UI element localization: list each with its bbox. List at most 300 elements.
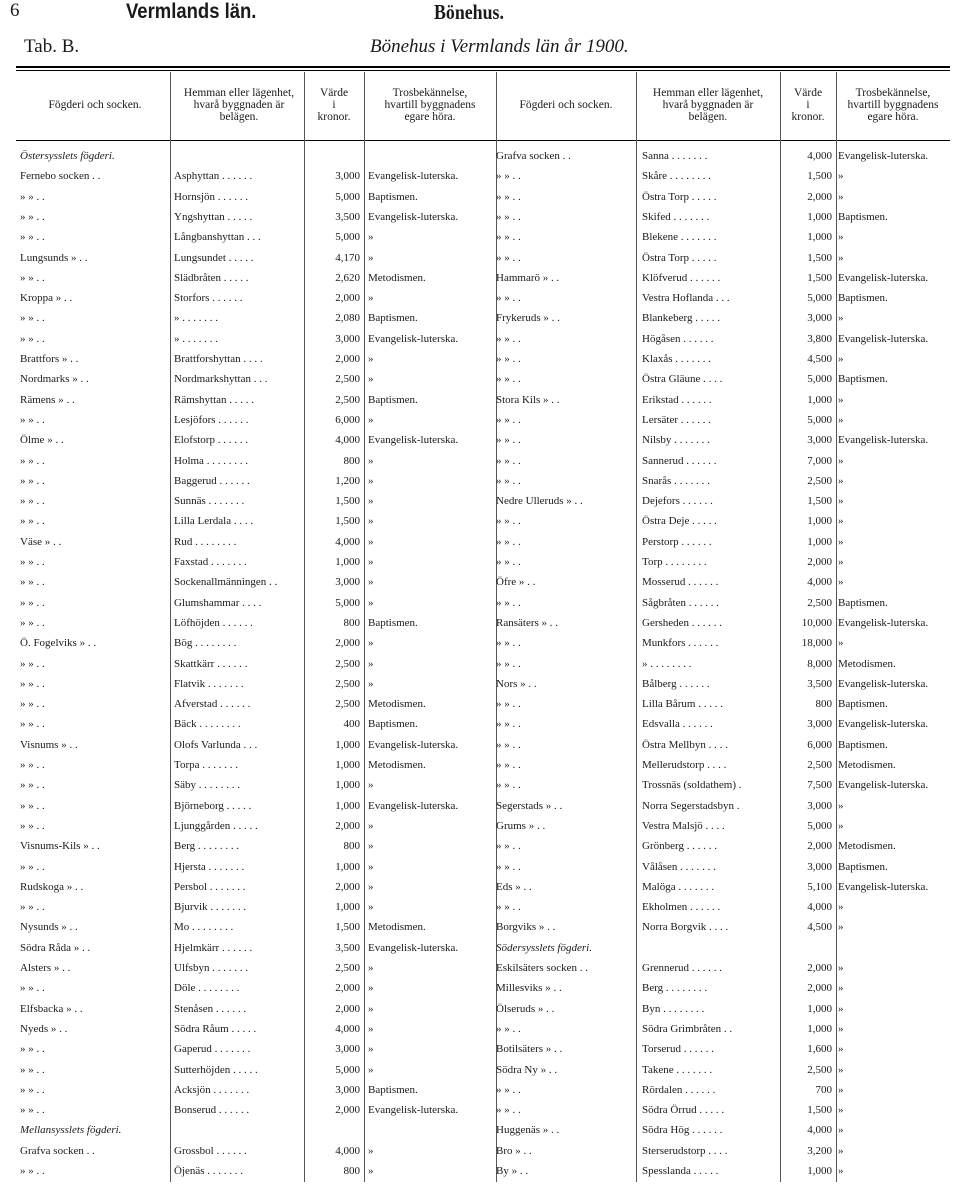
hemman-cell: Bålberg . . . . . . [642,677,710,690]
confession-cell: » [368,819,374,832]
confession-cell: Evangelisk-luterska. [838,779,929,792]
column-header: Trosbekännelse, hvartill byggnadens egare höra. [384,87,476,123]
column-rule [780,72,781,1182]
socken-cell: » » . . [496,210,521,223]
socken-cell: » » . . [20,1043,45,1056]
socken-cell: » » . . [20,616,45,629]
hemman-cell: Björneborg . . . . . [174,799,252,812]
top-rule [16,66,950,68]
hemman-cell: Takene . . . . . . . [642,1063,713,1076]
value-cell: 3,000 [335,170,360,183]
confession-cell: Evangelisk-luterska. [368,332,459,345]
confession-cell: Metodismen. [838,840,896,853]
confession-cell: Metodismen. [838,657,896,670]
hemman-cell: Södra Grimbråten . . [642,1022,733,1035]
value-cell: 5,000 [335,1063,360,1076]
hemman-cell: Sockenallmänningen . . [174,576,278,589]
socken-cell: » » . . [496,515,521,528]
value-cell: 3,000 [335,576,360,589]
column-header: Värde i kronor. [791,87,825,123]
socken-cell: Grafva socken . . [20,1144,95,1157]
confession-cell: » [368,454,374,467]
hemman-cell: Sågbråten . . . . . . [642,596,719,609]
value-cell: 2,500 [335,962,360,974]
hemman-cell: Grossbol . . . . . . [174,1144,247,1157]
hemman-cell: Sutterhöjden . . . . . [174,1063,258,1076]
confession-cell: » [838,454,844,467]
socken-cell: Millesviks » . . [496,982,562,995]
value-cell: 1,500 [807,251,832,264]
hemman-cell: Mo . . . . . . . . [174,921,234,934]
hemman-cell: Ljunggården . . . . . [174,819,258,832]
socken-cell: » » . . [496,637,521,650]
value-cell: 800 [815,698,832,711]
value-cell: 2,000 [335,1104,360,1117]
socken-cell: Nysunds » . . [20,921,78,934]
value-cell: 1,000 [335,901,360,914]
confession-cell: » [368,373,374,386]
socken-cell: » » . . [20,982,45,995]
socken-cell: » » . . [20,495,45,508]
value-cell: 2,000 [335,880,360,893]
socken-cell: » » . . [20,210,45,223]
value-cell: 1,000 [335,759,360,771]
confession-cell: » [368,880,374,893]
hemman-cell: Elofstorp . . . . . . [174,434,248,447]
hemman-cell: Olofs Varlunda . . . [174,738,258,751]
value-cell: 1,000 [807,1002,832,1015]
value-cell: 8,000 [807,657,832,670]
confession-cell: » [838,515,844,528]
hemman-cell: Hjersta . . . . . . . [174,860,245,873]
value-cell: 4,000 [335,1022,360,1035]
confession-cell: Baptismen. [838,596,888,609]
hemman-cell: Holma . . . . . . . . [174,454,248,467]
value-cell: 4,000 [335,434,360,447]
confession-cell: » [838,1002,844,1015]
socken-cell: » » . . [20,474,45,487]
hemman-cell: Yngshyttan . . . . . [174,210,253,223]
confession-cell: Baptismen. [368,393,418,406]
confession-cell: » [838,312,844,325]
confession-cell: » [368,1043,374,1056]
value-cell: 1,500 [807,170,832,183]
value-cell: 4,500 [807,353,832,365]
confession-cell: Metodismen. [368,759,426,771]
hemman-cell: Skattkärr . . . . . . [174,657,248,670]
socken-cell: » » . . [496,434,521,447]
confession-cell: » [368,1165,374,1177]
value-cell: 1,500 [807,271,832,284]
value-cell: 2,000 [335,637,360,650]
confession-cell: » [368,779,374,792]
value-cell: 800 [343,840,360,853]
hemman-cell: Byn . . . . . . . . [642,1002,705,1015]
value-cell: 1,500 [807,495,832,508]
confession-cell: » [838,1083,844,1096]
hemman-cell: Lungsundet . . . . . [174,251,254,264]
confession-cell: » [838,1043,844,1056]
confession-cell: Baptismen. [838,373,888,386]
value-cell: 5,100 [807,880,832,893]
socken-cell: » » . . [496,901,521,914]
hemman-cell: Rördalen . . . . . . [642,1083,716,1096]
hemman-cell: Mosserud . . . . . . [642,576,719,589]
socken-cell: » » . . [496,738,521,751]
hemman-cell: » . . . . . . . [174,332,218,345]
confession-cell: » [368,982,374,995]
confession-cell: Evangelisk-luterska. [838,332,929,345]
value-cell: 3,800 [807,332,832,345]
socken-cell: » » . . [20,312,45,325]
hemman-cell: Rud . . . . . . . . [174,535,237,548]
hemman-cell: Faxstad . . . . . . . [174,556,247,568]
socken-cell: » » . . [496,292,521,305]
confession-cell: » [368,596,374,609]
socken-cell: » » . . [20,1083,45,1096]
confession-cell: Baptismen. [838,860,888,873]
header-rule [16,140,950,141]
value-cell: 4,000 [807,576,832,589]
value-cell: 3,500 [335,210,360,223]
top-rule-thin [16,70,950,71]
district-heading: Östersysslets fögderi. [20,150,115,162]
value-cell: 1,000 [335,556,360,568]
confession-cell: » [838,353,844,365]
value-cell: 4,000 [335,535,360,548]
hemman-cell: Norra Borgvik . . . . [642,921,729,934]
value-cell: 2,500 [335,393,360,406]
socken-cell: Lungsunds » . . [20,251,88,264]
socken-cell: Visnums-Kils » . . [20,840,100,853]
column-header: Värde i kronor. [317,87,351,123]
socken-cell: » » . . [20,860,45,873]
value-cell: 2,000 [807,982,832,995]
value-cell: 2,500 [335,657,360,670]
confession-cell: Evangelisk-luterska. [368,210,459,223]
confession-cell: » [838,170,844,183]
hemman-cell: Asphyttan . . . . . . [174,170,253,183]
confession-cell: Evangelisk-luterska. [368,941,459,954]
hemman-cell: Hjelmkärr . . . . . . [174,941,253,954]
hemman-cell: Ulfsbyn . . . . . . . [174,962,248,974]
socken-cell: Stora Kils » . . [496,393,560,406]
confession-cell: Evangelisk-luterska. [838,880,929,893]
socken-cell: By » . . [496,1165,529,1177]
value-cell: 1,000 [807,210,832,223]
column-rule [636,72,637,1182]
confession-cell: » [368,677,374,690]
socken-cell: Kroppa » . . [20,292,73,305]
confession-cell: Metodismen. [368,698,426,711]
socken-cell: Rämens » . . [20,393,75,406]
value-cell: 2,500 [335,698,360,711]
value-cell: 3,500 [807,677,832,690]
value-cell: 7,000 [807,454,832,467]
hemman-cell: Klöfverud . . . . . . [642,271,721,284]
confession-cell: Baptismen. [838,698,888,711]
hemman-cell: Säby . . . . . . . . [174,779,240,792]
value-cell: 1,500 [335,495,360,508]
confession-cell: » [838,190,844,203]
confession-cell: Evangelisk-luterska. [838,616,929,629]
value-cell: 1,500 [335,921,360,934]
socken-cell: Alsters » . . [20,962,71,974]
hemman-cell: Storfors . . . . . . [174,292,243,305]
value-cell: 6,000 [807,738,832,751]
hemman-cell: Vålåsen . . . . . . . [642,860,716,873]
section-title: Bönehus. [434,0,504,24]
confession-cell: » [368,840,374,853]
socken-cell: Borgviks » . . [496,921,556,934]
socken-cell: Eskilsäters socken . . [496,962,588,974]
hemman-cell: Munkfors . . . . . . [642,637,719,650]
socken-cell: » » . . [496,454,521,467]
value-cell: 1,000 [807,231,832,244]
socken-cell: » » . . [496,860,521,873]
value-cell: 3,500 [335,941,360,954]
hemman-cell: Grennerud . . . . . . [642,962,723,974]
hemman-cell: Glumshammar . . . . [174,596,262,609]
value-cell: 2,500 [807,1063,832,1076]
confession-cell: » [838,495,844,508]
hemman-cell: Malöga . . . . . . . [642,880,715,893]
page-title: Vermlands län. [126,0,257,23]
socken-cell: » » . . [20,332,45,345]
value-cell: 1,500 [807,1104,832,1117]
hemman-cell: Baggerud . . . . . . [174,474,250,487]
socken-cell: Elfsbacka » . . [20,1002,83,1015]
confession-cell: » [838,231,844,244]
confession-cell: » [368,1144,374,1157]
confession-cell: » [838,819,844,832]
socken-cell: » » . . [496,779,521,792]
value-cell: 800 [343,454,360,467]
value-cell: 1,200 [335,474,360,487]
socken-cell: Södra Råda » . . [20,941,91,954]
hemman-cell: Torp . . . . . . . . [642,556,707,568]
socken-cell: » » . . [496,251,521,264]
confession-cell: » [838,1165,844,1177]
confession-cell: Baptismen. [838,738,888,751]
value-cell: 3,000 [335,332,360,345]
hemman-cell: Östra Deje . . . . . [642,515,717,528]
confession-cell: Baptismen. [368,312,418,325]
socken-cell: » » . . [496,332,521,345]
hemman-cell: Sterserudstorp . . . . [642,1144,728,1157]
column-rule [364,72,365,1182]
value-cell: 2,000 [335,819,360,832]
value-cell: 10,000 [801,616,832,629]
confession-cell: » [838,413,844,426]
socken-cell: Ölseruds » . . [496,1002,555,1015]
confession-cell: » [838,1022,844,1035]
socken-cell: Väse » . . [20,535,62,548]
value-cell: 800 [343,1165,360,1177]
hemman-cell: Bonserud . . . . . . [174,1104,250,1117]
value-cell: 800 [343,616,360,629]
confession-cell: » [368,353,374,365]
value-cell: 1,000 [335,738,360,751]
value-cell: 2,000 [807,840,832,853]
hemman-cell: Nilsby . . . . . . . [642,434,710,447]
hemman-cell: Blekene . . . . . . . [642,231,717,244]
confession-cell: Metodismen. [368,271,426,284]
confession-cell: » [368,535,374,548]
socken-cell: Rudskoga » . . [20,880,84,893]
socken-cell: » » . . [496,231,521,244]
confession-cell: » [368,962,374,974]
confession-cell: » [838,921,844,934]
confession-cell: » [368,474,374,487]
hemman-cell: Brattforshyttan . . . . [174,353,263,365]
value-cell: 2,000 [335,292,360,305]
hemman-cell: Sannerud . . . . . . [642,454,717,467]
value-cell: 2,500 [807,474,832,487]
socken-cell: Hammarö » . . [496,271,560,284]
value-cell: 4,000 [807,901,832,914]
value-cell: 1,000 [335,779,360,792]
value-cell: 1,500 [335,515,360,528]
confession-cell: » [368,251,374,264]
value-cell: 2,000 [335,1002,360,1015]
hemman-cell: Lilla Lerdala . . . . [174,515,254,528]
hemman-cell: Berg . . . . . . . . [642,982,708,995]
socken-cell: » » . . [496,698,521,711]
socken-cell: » » . . [20,190,45,203]
hemman-cell: Blankeberg . . . . . [642,312,721,325]
socken-cell: » » . . [20,759,45,771]
value-cell: 1,000 [335,799,360,812]
socken-cell: » » . . [496,413,521,426]
socken-cell: » » . . [20,901,45,914]
confession-cell: Metodismen. [368,921,426,934]
socken-cell: » » . . [20,677,45,690]
value-cell: 2,000 [807,556,832,568]
hemman-cell: Hornsjön . . . . . . [174,190,248,203]
hemman-cell: Vestra Hoflanda . . . [642,292,730,305]
hemman-cell: Högåsen . . . . . . [642,332,714,345]
value-cell: 2,000 [807,190,832,203]
socken-cell: » » . . [496,1083,521,1096]
socken-cell: Nedre Ulleruds » . . [496,495,583,508]
hemman-cell: Långbanshyttan . . . [174,231,261,244]
confession-cell: Baptismen. [838,292,888,305]
socken-cell: » » . . [496,190,521,203]
table-subtitle: Bönehus i Vermlands län år 1900. [370,36,629,57]
hemman-cell: Södra Råum . . . . . [174,1022,257,1035]
value-cell: 4,000 [807,150,832,162]
socken-cell: Ransäters » . . [496,616,559,629]
socken-cell: Frykeruds » . . [496,312,560,325]
value-cell: 3,000 [807,312,832,325]
confession-cell: Evangelisk-luterska. [368,434,459,447]
confession-cell: Baptismen. [368,1083,418,1096]
socken-cell: Segerstads » . . [496,799,563,812]
socken-cell: Ö. Fogelviks » . . [20,637,97,650]
socken-cell: Fernebo socken . . [20,170,101,183]
value-cell: 5,000 [807,413,832,426]
socken-cell: » » . . [20,1165,45,1177]
socken-cell: Södra Ny » . . [496,1063,558,1076]
confession-cell: Baptismen. [368,190,418,203]
hemman-cell: Lesjöfors . . . . . . [174,413,249,426]
value-cell: 1,000 [807,515,832,528]
value-cell: 3,000 [807,799,832,812]
socken-cell: Huggenäs » . . [496,1124,560,1137]
socken-cell: » » . . [20,718,45,731]
hemman-cell: Skåre . . . . . . . . [642,170,712,183]
column-header: Fögderi och socken. [519,99,613,111]
value-cell: 2,080 [335,312,360,325]
confession-cell: » [368,860,374,873]
confession-cell: » [838,393,844,406]
hemman-cell: Sunnäs . . . . . . . [174,495,245,508]
socken-cell: » » . . [20,819,45,832]
value-cell: 1,600 [807,1043,832,1056]
confession-cell: Baptismen. [368,718,418,731]
socken-cell: » » . . [496,759,521,771]
hemman-cell: Edsvalla . . . . . . [642,718,713,731]
value-cell: 4,000 [807,1124,832,1137]
value-cell: 3,000 [807,718,832,731]
value-cell: 5,000 [335,596,360,609]
value-cell: 2,500 [335,373,360,386]
confession-cell: Evangelisk-luterska. [368,799,459,812]
value-cell: 1,000 [807,535,832,548]
hemman-cell: Sanna . . . . . . . [642,150,708,162]
hemman-cell: Skifed . . . . . . . [642,210,710,223]
confession-cell: Metodismen. [838,759,896,771]
hemman-cell: Östra Torp . . . . . [642,251,717,264]
hemman-cell: » . . . . . . . [174,312,218,325]
value-cell: 1,000 [807,1022,832,1035]
socken-cell: » » . . [496,1022,521,1035]
value-cell: 700 [815,1083,832,1096]
confession-cell: » [368,292,374,305]
value-cell: 3,200 [807,1144,832,1157]
hemman-cell: Döle . . . . . . . . [174,982,240,995]
confession-cell: » [368,1002,374,1015]
column-rule [170,72,171,1182]
hemman-cell: Bög . . . . . . . . [174,637,237,650]
confession-cell: » [838,962,844,974]
confession-cell: » [838,1063,844,1076]
confession-cell: » [368,901,374,914]
value-cell: 2,500 [807,759,832,771]
socken-cell: » » . . [496,596,521,609]
value-cell: 18,000 [801,637,832,650]
value-cell: 2,000 [807,962,832,974]
column-header: Trosbekännelse, hvartill byggnadens egare höra. [847,87,939,123]
value-cell: 1,000 [807,1165,832,1177]
hemman-cell: » . . . . . . . . [642,657,692,670]
hemman-cell: Norra Segerstadsbyn . [642,799,740,812]
hemman-cell: Klaxås . . . . . . . [642,353,712,365]
socken-cell: Nyeds » . . [20,1022,68,1035]
socken-cell: » » . . [20,799,45,812]
value-cell: 3,000 [807,434,832,447]
value-cell: 3,000 [335,1083,360,1096]
hemman-cell: Acksjön . . . . . . . [174,1083,250,1096]
socken-cell: » » . . [20,657,45,670]
confession-cell: » [368,637,374,650]
confession-cell: » [838,576,844,589]
confession-cell: » [368,1063,374,1076]
column-header: Hemman eller lägenhet, hvarå byggnaden är belägen. [652,87,764,123]
socken-cell: » » . . [20,231,45,244]
hemman-cell: Grönberg . . . . . . [642,840,717,853]
